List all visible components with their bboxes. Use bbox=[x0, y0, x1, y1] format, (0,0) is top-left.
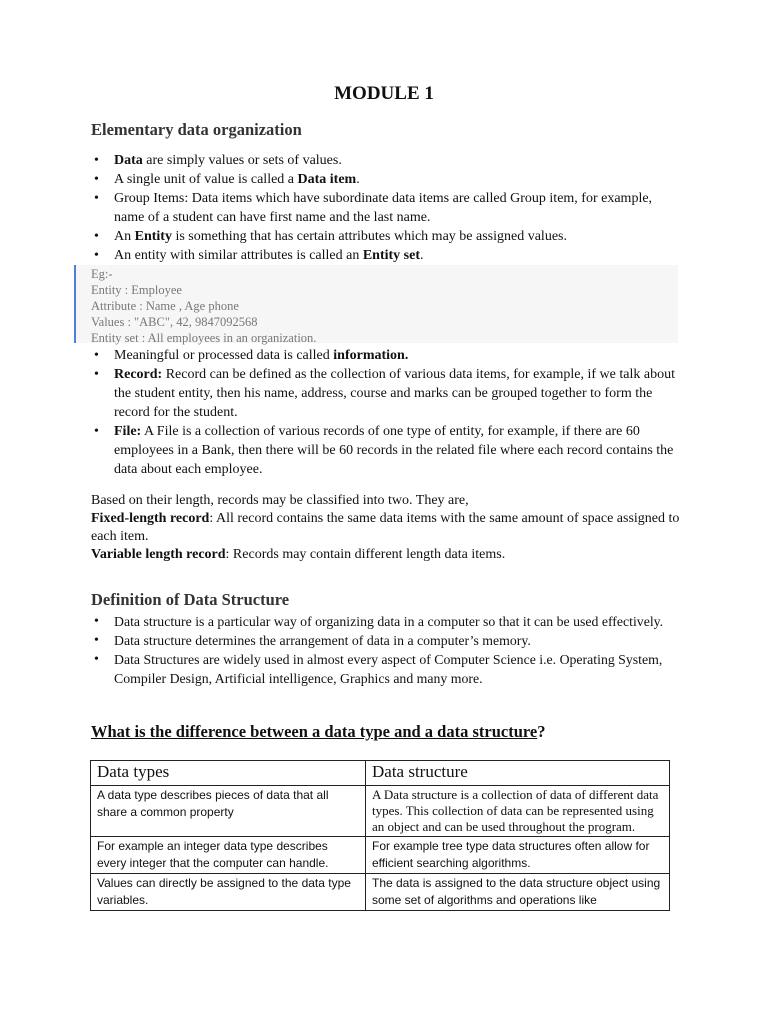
data-definitions-list bbox=[114, 151, 674, 265]
list-item: • File: A File is a collection of various records of one type of entity, for example, if there are 60 employees in a Bank, then there will be 60 records in the related file where each record contains the data about each employee. bbox=[114, 422, 680, 479]
example-line: Values : "ABC", 42, 9847092568 bbox=[91, 315, 258, 329]
section-heading-elementary: Elementary data organization bbox=[91, 120, 302, 139]
table-cell: A data type describes pieces of data that all share a common property bbox=[91, 786, 366, 837]
table-row bbox=[91, 837, 670, 874]
table-row bbox=[91, 786, 670, 837]
record-classification bbox=[91, 492, 691, 564]
table-header-row bbox=[91, 761, 670, 786]
example-line: Eg:- bbox=[91, 267, 113, 281]
example-line: Entity : Employee bbox=[91, 283, 182, 297]
list-item: • Group Items: Data items which have subordinate data items are called Group item, for example, name of a student can have first name and the last name. bbox=[114, 189, 674, 227]
list-item: • Record: Record can be defined as the collection of various data items, for example, if we talk about the student entity, then his name, address, course and marks can be grouped together to form the record for the student. bbox=[114, 365, 680, 422]
list-item: • Data are simply values or sets of values. bbox=[114, 151, 674, 170]
table-cell: For example tree type data structures often allow for efficient searching algorithms. bbox=[366, 837, 670, 874]
list-item: • Data Structures are widely used in almost every aspect of Computer Science i.e. Operating System, Compiler Design, Artificial intelligence, Graphics and many more. bbox=[114, 650, 674, 688]
table-cell: A Data structure is a collection of data of different data types. This collection of data can be represented using an object and can be used throughout the program. bbox=[366, 786, 670, 837]
table-cell: Values can directly be assigned to the data type variables. bbox=[91, 874, 366, 911]
comparison-question: What is the difference between a data type and a data structure? bbox=[91, 722, 546, 741]
example-line: Attribute : Name , Age phone bbox=[91, 299, 239, 313]
section-heading-data-structure: Definition of Data Structure bbox=[91, 590, 290, 609]
variable-length-definition: Variable length record: Records may contain different length data items. bbox=[91, 547, 506, 562]
example-block bbox=[74, 265, 678, 343]
list-item: • Meaningful or processed data is called information. bbox=[114, 346, 680, 365]
table-row bbox=[91, 874, 670, 911]
data-structure-list bbox=[114, 612, 674, 688]
list-item: • An Entity is something that has certain attributes which may be assigned values. bbox=[114, 227, 674, 246]
list-item: • Data structure determines the arrangement of data in a computer’s memory. bbox=[114, 631, 674, 650]
table-cell: For example an integer data type describes every integer that the computer can handle. bbox=[91, 837, 366, 874]
list-item: • An entity with similar attributes is called an Entity set. bbox=[114, 246, 674, 265]
classify-intro: Based on their length, records may be classified into two. They are, bbox=[91, 493, 469, 508]
header-data-structure: Data structure bbox=[366, 761, 670, 786]
page-title: MODULE 1 bbox=[334, 83, 434, 104]
table-cell: The data is assigned to the data structure object using some set of algorithms and operations like bbox=[366, 874, 670, 911]
list-item: • Data structure is a particular way of organizing data in a computer so that it can be used effectively. bbox=[114, 612, 674, 631]
header-data-types: Data types bbox=[91, 761, 366, 786]
list-item: • A single unit of value is called a Data item. bbox=[114, 170, 674, 189]
information-list bbox=[114, 346, 680, 479]
fixed-length-definition: Fixed-length record: All record contains the same data items with the same amount of space assigned to each item. bbox=[91, 511, 680, 544]
comparison-table bbox=[90, 760, 670, 911]
example-line: Entity set : All employees in an organization. bbox=[91, 331, 317, 345]
